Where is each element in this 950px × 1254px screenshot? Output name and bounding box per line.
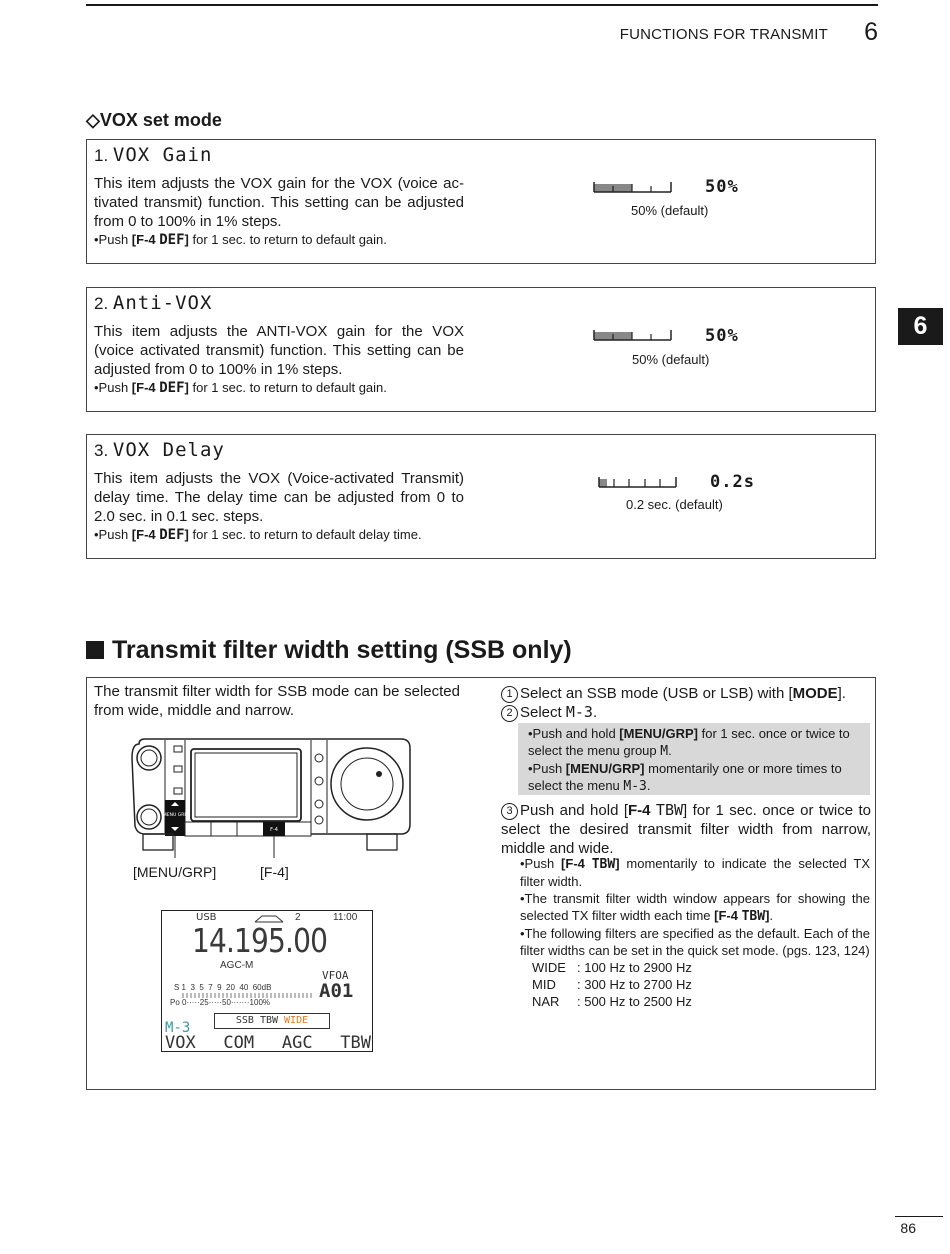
note-text: •Push [528, 761, 566, 776]
display-value: 50% [705, 177, 739, 197]
note-text: . [769, 908, 774, 923]
step-2-notes [518, 723, 870, 795]
lcd-mode: USB [196, 912, 217, 923]
note [520, 855, 870, 890]
anti-vox-box [86, 287, 876, 412]
vox-delay-box [86, 434, 876, 559]
push-prefix: •Push [94, 380, 132, 395]
filter-range: : 300 Hz to 2700 Hz [577, 977, 692, 992]
item-name: VOX Gain [112, 144, 213, 166]
f4-key-label: F-4 [270, 827, 278, 833]
vox-gain-box [86, 139, 876, 264]
lcd-menu-com: COM [223, 1033, 255, 1053]
lcd-memory: A01 [319, 980, 354, 1002]
tbw-window-label: SSB TBW [235, 1015, 285, 1026]
filter-name: NAR [532, 994, 560, 1009]
item-description: This item adjusts the ANTI-VOX gain for the VOX (voice activated transmit) function. This setting can be adjusted from 0 to 100% in 1% steps. [94, 323, 464, 378]
lcd-menu-vox: VOX [165, 1033, 196, 1053]
filter-range: : 500 Hz to 2500 Hz [577, 994, 692, 1009]
level-meter [593, 328, 673, 342]
meter-fill [599, 479, 607, 487]
push-instruction [94, 380, 387, 396]
filter-list [520, 959, 870, 1010]
note-text: for 1 sec. once or twice to select the menu group [528, 726, 850, 758]
filter-row [532, 976, 870, 993]
item-name: Anti-VOX [112, 292, 213, 314]
filter-name: MID [532, 977, 556, 992]
push-suffix: for 1 sec. to return to default delay time. [188, 527, 422, 542]
chapter-number: 6 [864, 18, 878, 46]
item-number: 1. [94, 146, 109, 165]
note-text: •Push [520, 856, 562, 871]
lcd-s-scale: S 1 3 5 7 9 20 40 60dB [174, 983, 272, 992]
note-text: •Push and hold [528, 726, 620, 741]
lcd-tbw-window [214, 1013, 330, 1029]
step-text-end: ] for 1 sec. once or twice to select the desired transmit filter width from narrow, middle and wide. [501, 802, 872, 857]
step-text-end: ]. [837, 685, 846, 702]
note-key-close: ] [615, 856, 620, 871]
tx-filter-heading [86, 636, 572, 665]
push-key-lcd: DEF [159, 380, 185, 396]
step-1 [501, 684, 871, 703]
push-key: [F-4 [131, 527, 160, 542]
lcd-filter-number: 2 [295, 912, 301, 923]
note-text: •The following filters are specified as the default. Each of the filter widths can be set in the quick set mode. (pgs. 123, 124) [520, 926, 870, 958]
note-key: [F-4 [714, 908, 742, 923]
push-key: [F-4 [131, 232, 160, 247]
push-key-lcd: DEF [159, 232, 185, 248]
note-key: [MENU/GRP] [565, 761, 645, 776]
lcd-menu-label: M-3 [165, 1020, 191, 1036]
lcd-menu-row [165, 1033, 371, 1053]
note-text: momentarily to indicate the selected TX filter width. [520, 856, 870, 889]
default-caption: 50% (default) [631, 203, 709, 218]
note [520, 925, 870, 959]
note-key: [F-4 [561, 856, 592, 871]
step-text: Select an SSB mode (USB or LSB) with [ [520, 685, 793, 702]
f4-label: [F-4] [260, 864, 289, 880]
push-key-close: ] [184, 380, 189, 395]
default-caption: 0.2 sec. (default) [626, 497, 723, 512]
tx-filter-heading-text: Transmit filter width setting (SSB only) [112, 636, 572, 664]
page-number: 86 [900, 1220, 916, 1236]
filter-range: : 100 Hz to 2900 Hz [577, 960, 692, 975]
radio-illustration [129, 736, 415, 858]
step-text: Select [520, 704, 566, 721]
note-text: •The transmit filter width window appears for showing the selected TX filter width each time [520, 891, 870, 923]
item-title [94, 292, 212, 314]
level-meter [598, 475, 678, 489]
note-end: . [668, 743, 672, 758]
step-text: Push and hold [ [520, 802, 628, 819]
filter-name: WIDE [532, 960, 566, 975]
page-number-rule [895, 1216, 943, 1217]
lcd-po-scale: Po 0·····25·····50·······100% [170, 998, 271, 1007]
item-title [94, 439, 225, 461]
lcd-screen [161, 910, 373, 1052]
push-suffix: for 1 sec. to return to default gain. [188, 380, 387, 395]
note [528, 760, 868, 795]
item-title [94, 144, 212, 166]
lcd-menu-agc: AGC [281, 1033, 313, 1053]
section-title: FUNCTIONS FOR TRANSMIT [619, 26, 828, 43]
step-number-icon: 2 [501, 705, 518, 722]
push-key-close: ] [184, 232, 189, 247]
item-description: This item adjusts the VOX (Voice-activated Transmit) delay time. The delay time can be adjusted from 0 to 2.0 sec. in 0.1 sec. steps. [94, 470, 464, 525]
lcd-text: M-3 [623, 779, 647, 794]
step-3 [501, 801, 871, 858]
step-number-icon: 3 [501, 803, 518, 820]
step-number-icon: 1 [501, 686, 518, 703]
lcd-text: TBW [741, 909, 766, 924]
lcd-frequency: 14.195.00 [192, 921, 328, 960]
note-key: [MENU/GRP] [619, 726, 699, 741]
display-value: 0.2s [710, 472, 755, 492]
item-number: 3. [94, 441, 109, 460]
step-2 [501, 703, 871, 722]
chapter-tab[interactable]: 6 [898, 308, 943, 345]
push-key-close: ] [184, 527, 189, 542]
item-description: This item adjusts the VOX gain for the VOX (voice activated transmit) function. This setting can be adjusted from 0 to 100% in 1% steps. [94, 175, 464, 230]
note-text: momentarily one or more times to select the menu [528, 761, 842, 793]
push-instruction [94, 232, 387, 248]
tbw-window-value: WIDE [284, 1015, 309, 1026]
push-prefix: •Push [94, 527, 132, 542]
filter-row [532, 959, 870, 976]
note [528, 725, 868, 760]
display-value: 50% [705, 326, 739, 346]
filter-row [532, 993, 870, 1010]
f4-key: F-4 [628, 802, 656, 819]
lcd-text: TBW [591, 857, 616, 872]
lcd-text: TBW [655, 801, 684, 819]
menu-grp-label: [MENU/GRP] [133, 864, 217, 880]
note-end: . [646, 778, 651, 793]
push-suffix: for 1 sec. to return to default gain. [188, 232, 387, 247]
lcd-text: M [660, 744, 669, 759]
item-name: VOX Delay [112, 439, 225, 461]
tx-filter-intro: The transmit filter width for SSB mode can be selected from wide, middle and narrow. [94, 683, 460, 719]
step-3-notes [520, 855, 870, 1010]
item-number: 2. [94, 294, 109, 313]
header-rule [86, 4, 878, 6]
lcd-agc: AGC-M [220, 960, 254, 971]
step-text-end: . [592, 704, 598, 721]
push-instruction [94, 527, 422, 543]
push-prefix: •Push [94, 232, 132, 247]
square-bullet-icon [86, 641, 104, 659]
level-meter [593, 180, 673, 194]
note-key-close: ] [765, 908, 770, 923]
menu-key-label: MENU GRP [162, 813, 188, 818]
default-caption: 50% (default) [632, 352, 710, 367]
mode-key: MODE [792, 685, 838, 702]
push-key: [F-4 [131, 380, 160, 395]
lcd-text: M-3 [565, 703, 593, 721]
push-key-lcd: DEF [159, 527, 185, 543]
lcd-menu-tbw: TBW [340, 1033, 371, 1053]
lcd-time: 11:00 [333, 912, 358, 923]
vox-set-mode-heading: ◇VOX set mode [86, 110, 222, 130]
lcd-vfo: VFOA [322, 969, 349, 982]
note [520, 890, 870, 925]
